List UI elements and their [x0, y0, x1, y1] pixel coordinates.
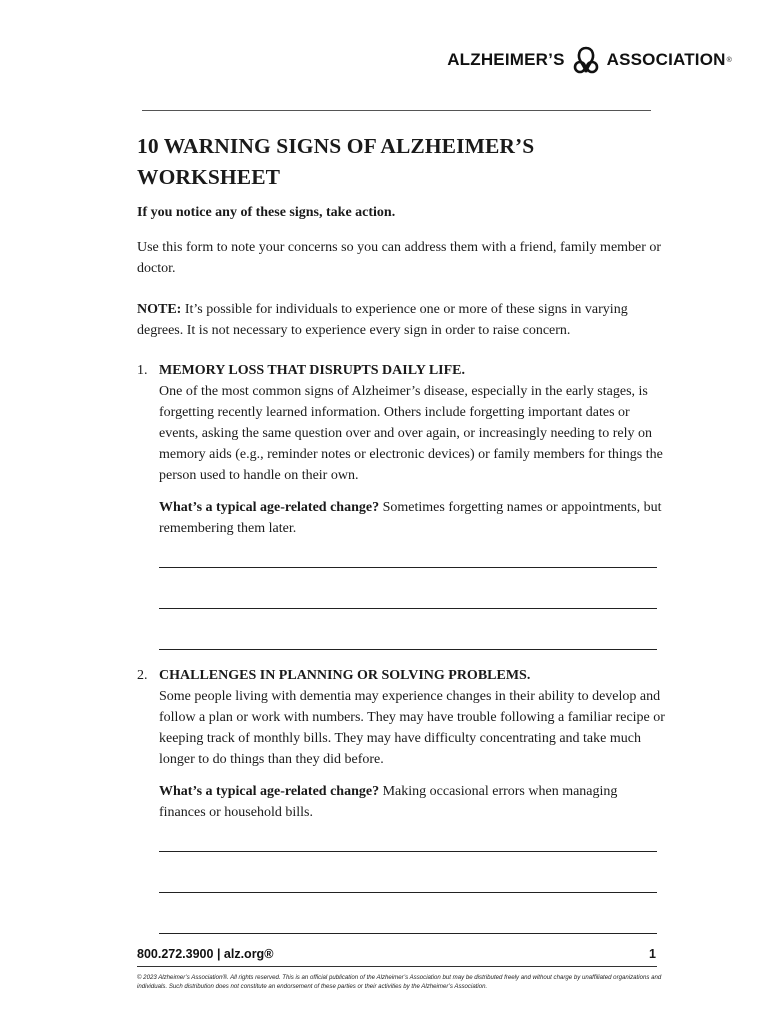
response-line[interactable] — [159, 567, 657, 568]
registered-mark: ® — [726, 56, 732, 64]
note-text: It’s possible for individuals to experience one or more of these signs in varying degrees. It is not necessary to experience every sign in order to raise concern. — [137, 302, 628, 338]
response-line[interactable] — [159, 608, 657, 609]
response-line[interactable] — [159, 851, 657, 852]
typical-change-text: Sometimes forgetting names or appointments, but remembering them later. — [159, 500, 662, 536]
item-number: 1. — [137, 363, 148, 378]
warning-sign-2 — [137, 665, 667, 823]
item-description: One of the most common signs of Alzheimer’s disease, especially in the early stages, is forgetting recently learned information. Others include forgetting important dates or events, asking the same question over and over again, or increasingly needing to rely on memory aids (e.g., reminder notes or electronic devices) or family members for things the person used to handle on their own. — [159, 384, 663, 483]
response-line[interactable] — [159, 933, 657, 934]
response-line[interactable] — [159, 892, 657, 893]
item-heading: CHALLENGES IN PLANNING OR SOLVING PROBLEMS. — [159, 668, 531, 683]
typical-change-label: What’s a typical age-related change? — [159, 500, 380, 515]
intro-text: Use this form to note your concerns so you can address them with a friend, family member or doctor. — [137, 240, 662, 276]
title-line-1: 10 WARNING SIGNS OF ALZHEIMER’S — [137, 134, 535, 158]
header-divider — [142, 110, 651, 111]
page-number: 1 — [649, 947, 656, 961]
page-title — [137, 131, 657, 193]
note-label: NOTE: — [137, 302, 182, 317]
logo-text-left: ALZHEIMER’S — [447, 50, 565, 69]
typical-change — [159, 497, 667, 539]
response-line[interactable] — [159, 649, 657, 650]
item-description: Some people living with dementia may experience changes in their ability to develop and follow a plan or work with numbers. They may have trouble following a familiar recipe or keeping track of monthly bills. They may have difficulty concentrating and take much longer to do things than they did before. — [159, 689, 665, 767]
item-heading: MEMORY LOSS THAT DISRUPTS DAILY LIFE. — [159, 363, 466, 378]
title-line-2: WORKSHEET — [137, 165, 281, 189]
item-number: 2. — [137, 668, 148, 683]
typical-change — [159, 781, 667, 823]
typical-change-label: What’s a typical age-related change? — [159, 784, 380, 799]
alzheimers-association-logo — [447, 44, 732, 76]
purple-ribbon-icon — [569, 44, 603, 76]
note-paragraph — [137, 299, 667, 341]
typical-change-text: Making occasional errors when managing finances or household bills. — [159, 784, 618, 820]
lead-text: If you notice any of these signs, take action. — [137, 205, 396, 220]
logo-text-right: ASSOCIATION — [606, 50, 726, 69]
warning-sign-1 — [137, 360, 667, 539]
legal-notice: © 2023 Alzheimer’s Association®. All rights reserved. This is an official publication of the Alzheimer’s Association but may be distributed freely and without charge by unaffiliated organizations and individuals. Such distribution does not constitute an endorsement of these parties or their activities by the Alzheimer’s Association. — [137, 974, 662, 990]
footer-divider — [137, 966, 657, 967]
footer-contact: 800.272.3900 | alz.org® — [137, 947, 274, 961]
